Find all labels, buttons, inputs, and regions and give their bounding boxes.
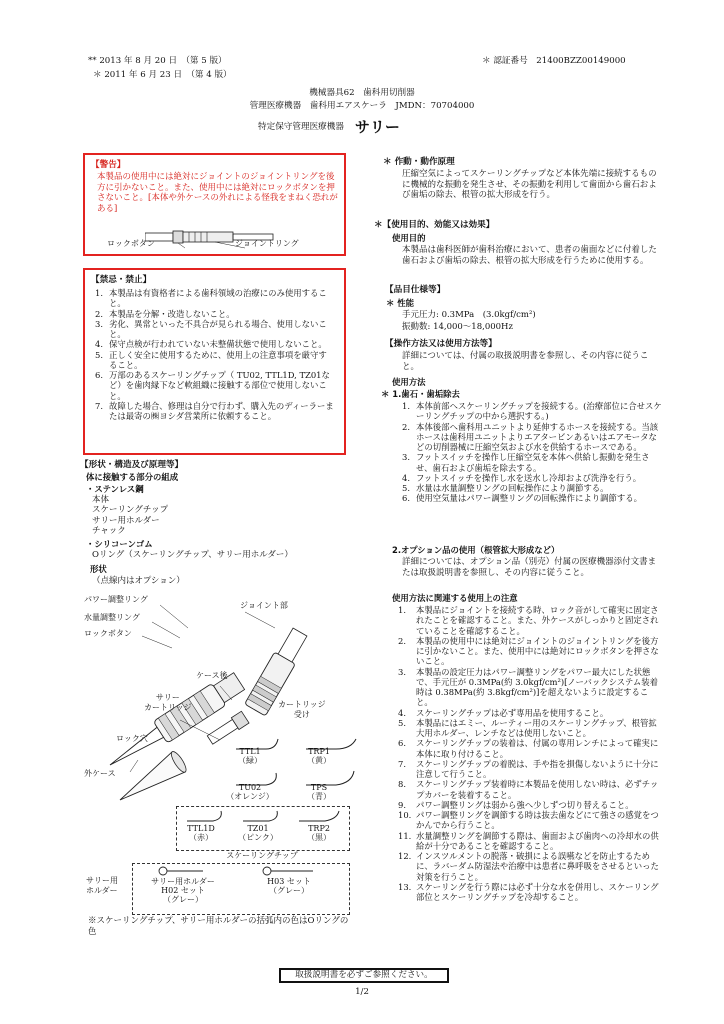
list-item <box>402 422 664 453</box>
tip-tz01: TZ01 （ピンク） <box>238 824 278 842</box>
item-number: 4. <box>95 339 103 350</box>
item-text: 水量調整リングを調節する際は、歯面および歯肉への冷却水の供給が十分であることを確認すること。 <box>416 830 659 851</box>
label-scaling-tip: スケーリングチップ <box>226 851 298 860</box>
list-item <box>398 667 664 708</box>
list-item <box>402 473 664 483</box>
tip-ttl1d: TTL1D （赤） <box>187 824 215 842</box>
purpose-text: 本製品は歯科医師が歯科治療において、患者の歯面などに付着した歯石および歯垢の除去、根管の拡大形成を行うために使用する。 <box>402 245 657 266</box>
precautions-list <box>398 605 664 902</box>
list-item <box>398 779 664 800</box>
joint-ring-shape <box>183 232 233 242</box>
label-cartridge-receiver: カートリッジ 受け <box>278 700 326 719</box>
list-item <box>85 288 335 309</box>
list-item <box>398 718 664 739</box>
spec-frequency: 振動数: 14,000～18,000Hz <box>402 322 513 332</box>
product-name: サリー <box>354 118 400 136</box>
item-text: 本体後部へ歯科用ユニットより延伸するホースを接続する。当該ホースは歯科用ユニットよりエアタービンあるいはエアモータなどの切削器械に圧縮空気および水を供給するホースである。 <box>416 421 659 452</box>
product-title <box>258 118 400 137</box>
label-joint: ジョイント部 <box>240 601 288 610</box>
item-text: パワー調整リングを調節する時は抜去歯などにて強さの感覚をつかんでから行うこと。 <box>416 810 659 831</box>
item-number: 13. <box>398 881 412 892</box>
item-number: 3. <box>95 318 103 329</box>
holder-h02-shape <box>159 867 167 875</box>
list-item <box>398 831 664 852</box>
method-sub: 使用方法 <box>392 377 426 387</box>
item-text: 劣化、異常といった不具合が見られる場合、使用しないこと。 <box>109 318 327 339</box>
item-number: 5. <box>95 349 103 360</box>
stainless-item: 本体 <box>92 495 110 505</box>
label-power-ring: パワー調整リング <box>84 595 148 604</box>
list-item <box>398 882 664 903</box>
label-lock-button: ロックボタン <box>84 629 132 638</box>
label-case-rear: ケース後 <box>196 671 228 680</box>
spec-sub: ＊ 性能 <box>386 298 415 308</box>
holder-h03: H03 セット （グレー） <box>267 877 311 896</box>
warning-box <box>83 153 346 256</box>
shape-note: （点線内はオプション） <box>92 576 185 586</box>
label-lock-hole: ロック穴 <box>116 734 148 743</box>
item-number: 3. <box>398 666 406 677</box>
item-text: 本製品を分解・改造しないこと。 <box>109 308 235 319</box>
list-item <box>85 319 335 340</box>
item-number: 6. <box>398 738 406 749</box>
list-item <box>398 800 664 810</box>
label-holder-side: サリー用 ホルダー <box>86 876 118 895</box>
revision-line-2: ＊ 2011 年 6 月 23 日 （第 4 版） <box>93 70 232 80</box>
manual-notice: 取扱説明書を必ずご参照ください。 <box>279 968 449 983</box>
item-number: 4. <box>398 707 406 718</box>
optional-holders-box <box>132 863 350 915</box>
item-number: 7. <box>398 758 406 769</box>
method-intro: 詳細については、付属の取扱説明書を参照し、その内容に従うこと。 <box>402 351 649 372</box>
color-footnote: ※スケーリングチップ、サリー用ホルダーの括弧内の色はOリングの色 <box>88 916 349 937</box>
item-text: 水量は水量調整リングの回転操作により調節する。 <box>416 483 609 493</box>
item-text: スケーリングを行う際には必ず十分な水を併用し、スケーリング部位とスケーリングチップを冷却すること。 <box>416 881 659 902</box>
spec-heading: 【品目仕様等】 <box>385 285 446 295</box>
item-text: 本製品にはエミー、ルーティー用のスケーリングチップ、根管拡大用ホルダー、レンチなどは使用しないこと。 <box>416 717 657 738</box>
item-text: 本製品の設定圧力はパワー調整リングをパワー最大にした状態で、手元圧が 0.3MPa(約 3.0kgf/cm²)[ノーバックシステム装着時は 0.38MPa(約 3.8kgf/cm²)]を超えないように設定すること。 <box>416 666 659 708</box>
item-text: 本体前部へスケーリングチップを接続する。(治療部位に合せスケーリングチップの中から選択する。) <box>416 401 662 422</box>
item-number: 6. <box>95 370 103 380</box>
purpose-heading: ＊【使用目的、効能又は効果】 <box>374 220 495 230</box>
silicone-heading: ・シリコーンゴム <box>86 539 153 549</box>
list-item <box>398 636 664 667</box>
item-number: 6. <box>402 493 410 504</box>
label-outer-case: 外ケース <box>84 769 116 778</box>
holder-h02: サリー用ホルダー H02 セット （グレー） <box>151 877 215 905</box>
method-step-heading: ＊ 1.歯石・歯垢除去 <box>381 389 460 399</box>
prohibition-box <box>83 268 346 455</box>
purpose-sub: 使用目的 <box>392 233 426 243</box>
tip-trp1: TRP1 （黄） <box>307 747 331 765</box>
stainless-item: サリー用ホルダー <box>92 515 160 526</box>
item-number: 9. <box>398 799 406 810</box>
list-item <box>398 605 664 636</box>
item-text: 故障した場合、修理は自分で行わず、購入先のディーラーまたは最寄の㈱ヨシダ営業所に依頼すること。 <box>109 400 334 421</box>
list-item <box>398 810 664 831</box>
list-item <box>402 401 664 422</box>
tip-tps: TPS （青） <box>307 783 331 801</box>
list-item <box>85 401 335 422</box>
item-number: 5. <box>402 483 410 493</box>
list-item <box>398 851 664 882</box>
stainless-list <box>92 495 168 536</box>
item-text: スケーリングチップ装着時に本製品を使用しない時は、必ずチップカバーを装着すること。 <box>416 779 659 800</box>
item-text: スケーリングチップの着脱は、手や指を損傷しないように十分に注意して行うこと。 <box>416 758 659 779</box>
certification-number: ＊ 認証番号 21400BZZ00149000 <box>482 56 626 66</box>
revision-line-1: ** 2013 年 8 月 20 日 （第 5 版） <box>88 56 227 66</box>
outer-case-shape <box>113 750 188 810</box>
silicone-item: Oリング（スケーリングチップ、サリー用ホルダー） <box>92 550 293 560</box>
device-class: 機械器具62 歯科用切削器 <box>309 88 415 98</box>
item-number: 2. <box>398 635 406 646</box>
tip-ttl1d-shape <box>187 811 221 821</box>
item-number: 10. <box>398 810 412 820</box>
item-number: 1. <box>402 401 410 411</box>
list-item <box>398 708 664 718</box>
list-item <box>398 759 664 780</box>
stainless-item: スケーリングチップ <box>92 505 169 516</box>
method-list <box>402 401 664 504</box>
warning-label-joint-ring: ジョイントリング <box>235 239 299 248</box>
principle-heading: ＊ 作動・動作原理 <box>383 157 455 167</box>
tip-tu02: TU02 （オレンジ） <box>226 783 274 801</box>
optional-tips-box <box>176 806 350 851</box>
holder-h03-shape <box>263 867 271 875</box>
item-text: スケーリングチップは必ず専用品を使用すること。 <box>416 707 609 718</box>
form-heading: 【形状・構造及び原理等】 <box>80 460 184 470</box>
item-text: 本製品の使用中には絶対にジョイントのジョイントリングを後方に引かないこと。また、使用中には絶対にロックボタンを押さないこと。 <box>416 635 659 667</box>
warning-label-lock-button: ロックボタン <box>107 239 155 248</box>
item-text: 使用空気量はパワー調整リングの回転操作により調節する。 <box>416 493 642 504</box>
item-text: 正しく安全に使用するために、使用上の注意事項を厳守すること。 <box>109 349 327 370</box>
item-number: 2. <box>402 421 410 432</box>
warning-heading: 【警告】 <box>91 160 126 170</box>
list-item <box>85 370 335 401</box>
tip-trp2-shape <box>299 811 339 821</box>
list-item <box>402 493 664 503</box>
special-maintenance-label: 特定保守管理医療機器 <box>258 122 344 132</box>
tip-ttl1: TTL1 （緑） <box>238 747 262 765</box>
list-item <box>402 452 664 473</box>
principle-text: 圧縮空気によってスケーリングチップなど本体先端に接続するものに機械的な振動を発生させ、その振動を利用して歯面から歯石および歯垢の除去、根管の拡大形成を行う。 <box>402 169 657 201</box>
item-number: 1. <box>95 288 103 298</box>
list-item <box>398 738 664 759</box>
item-text: フットスイッチを操作し水を送水し冷却および洗浄を行う。 <box>416 472 642 483</box>
item-number: 3. <box>402 452 410 463</box>
list-item <box>85 339 335 349</box>
item-text: 万部のあるスケーリングチップ（ TU02, TTL1D, TZ01など）を歯肉縁下など軟組織に接触する部位で使用しないこと。 <box>109 370 330 401</box>
item-number: 8. <box>398 779 406 790</box>
prohibition-list <box>85 288 335 421</box>
method-heading: 【操作方法又は使用方法等】 <box>385 339 497 349</box>
item-text: フットスイッチを操作し圧縮空気を本体へ供給し振動を発生させ、歯石および歯垢を除去する。 <box>416 452 650 473</box>
item-text: 本製品は有資格者による歯科領域の治療にのみ使用すること。 <box>109 288 327 309</box>
shape-heading: 形状 <box>90 564 107 574</box>
stainless-heading: ・ステンレス鋼 <box>86 484 144 494</box>
item-number: 4. <box>402 472 410 483</box>
contact-heading: 体に接触する部分の組成 <box>86 472 179 482</box>
tip-tz01-shape <box>243 811 277 821</box>
item-text: 保守点検が行われていない未整備状態で使用しないこと。 <box>109 339 327 350</box>
item-number: 1. <box>398 605 406 615</box>
precautions-heading: 使用方法に関連する使用上の注意 <box>392 593 518 603</box>
list-item <box>85 350 335 371</box>
item-text: スケーリングチップの装着は、付属の専用レンチによって確実に本体に取り付けること。 <box>416 738 659 759</box>
device-category: 管理医療機器 歯科用エアスケーラ JMDN：70704000 <box>249 101 475 111</box>
label-water-ring: 水量調整リング <box>84 613 140 622</box>
item-text: パワー調整リングは弱から強へ少しずつ切り替えること。 <box>416 799 634 810</box>
label-sally-cartridge: サリー カートリッジ <box>144 693 192 712</box>
list-item <box>402 483 664 493</box>
stainless-item: チャック <box>92 526 126 537</box>
spec-pressure: 手元圧力: 0.3MPa (3.0kgf/cm²) <box>402 310 536 320</box>
item-number: 11. <box>398 830 412 841</box>
item-number: 7. <box>95 400 103 411</box>
option-heading: 2.オプション品の使用（根管拡大形成など） <box>392 545 560 555</box>
tip-trp2: TRP2 （黒） <box>307 824 331 842</box>
item-number: 5. <box>398 717 406 728</box>
item-text: インスツルメントの脱落・破損による誤嚥などを防止するために、ラバーダム防湿法や治療中は患者に鼻呼吸をさせるといった対策を行うこと。 <box>416 851 659 882</box>
option-text: 詳細については、オプション品（別売）付属の医療機器添付文書または取扱説明書を参照し、その内容に従うこと。 <box>402 557 657 578</box>
item-number: 2. <box>95 308 103 319</box>
lock-button-shape <box>173 231 183 243</box>
item-text: 本製品にジョイントを接続する時、ロック音がして確実に固定されたことを確認すること。また、外ケースがしっかりと固定されていることを確認すること。 <box>416 605 659 636</box>
list-item <box>85 309 335 319</box>
prohibition-heading: 【禁忌・禁止】 <box>91 275 152 285</box>
item-number: 12. <box>398 851 412 861</box>
page-number: 1/2 <box>355 987 369 997</box>
warning-text: 本製品の使用中には絶対にジョイントのジョイントリングを後方に引かないこと。また、使用中には絶対にロックボタンを押さないこと。[本体や外ケースの外れによる怪我をまねく恐れがある] <box>97 172 338 214</box>
